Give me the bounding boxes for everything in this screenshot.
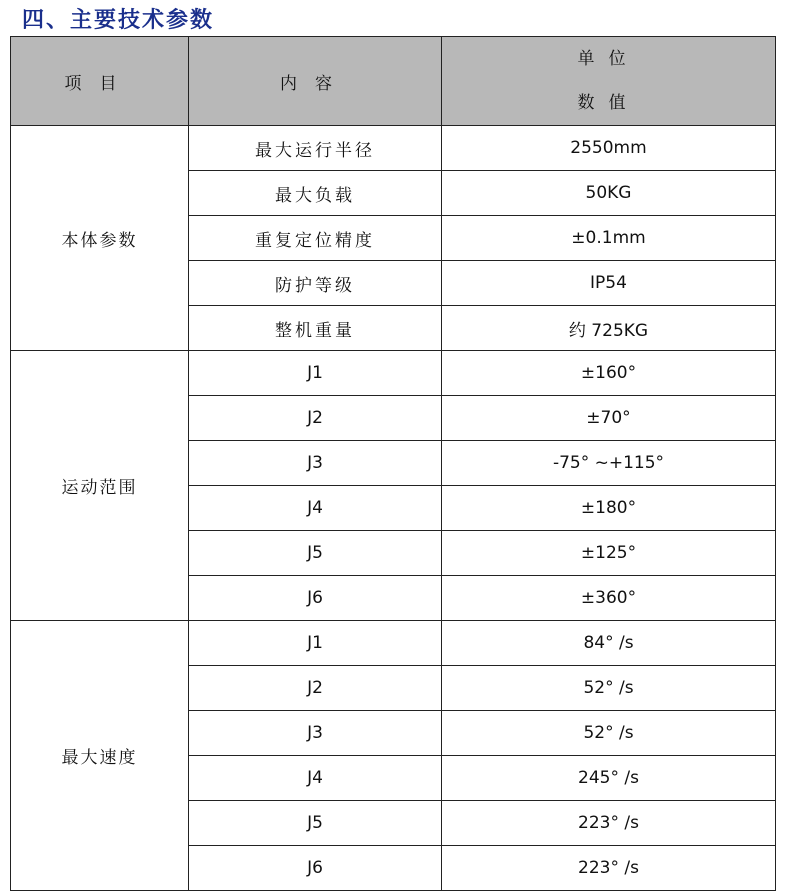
row-value: ±70° [442,396,776,441]
row-label: J5 [189,531,442,576]
row-label: J3 [189,441,442,486]
header-item: 项目 [11,37,189,126]
group-label-body: 本体参数 [11,126,189,351]
row-value: ±360° [442,576,776,621]
header-content: 内容 [189,37,442,126]
row-value: 50KG [442,171,776,216]
row-label: 整机重量 [189,306,442,351]
row-label: J2 [189,666,442,711]
row-value: 52° /s [442,711,776,756]
row-value: -75° ~+115° [442,441,776,486]
row-value: 52° /s [442,666,776,711]
row-label: J2 [189,396,442,441]
row-label: 最大负载 [189,171,442,216]
table-row [11,621,776,666]
row-value: 223° /s [442,801,776,846]
row-value: ±0.1mm [442,216,776,261]
group-label-motion-range: 运动范围 [11,351,189,621]
row-value: ±180° [442,486,776,531]
table-row [11,351,776,396]
group-label-max-speed: 最大速度 [11,621,189,891]
header-value: 数值 [577,93,640,113]
row-label: 防护等级 [189,261,442,306]
row-value: ±125° [442,531,776,576]
row-label: J4 [189,756,442,801]
row-value: 245° /s [442,756,776,801]
header-unit: 单位 [577,49,640,69]
row-label: J1 [189,621,442,666]
row-label: 最大运行半径 [189,126,442,171]
row-value: ±160° [442,351,776,396]
section-title: 四、主要技术参数 [22,7,215,33]
row-value: 223° /s [442,846,776,891]
row-label: J6 [189,576,442,621]
row-value: IP54 [442,261,776,306]
row-label: J1 [189,351,442,396]
row-label: J4 [189,486,442,531]
spec-table [10,36,776,891]
row-value: 2550mm [442,126,776,171]
row-label: J5 [189,801,442,846]
row-value: 约 725KG [442,306,776,351]
table-row [11,126,776,171]
row-label: J6 [189,846,442,891]
row-label: 重复定位精度 [189,216,442,261]
row-value: 84° /s [442,621,776,666]
header-unit-value [442,37,776,126]
row-label: J3 [189,711,442,756]
header-row [11,37,776,126]
